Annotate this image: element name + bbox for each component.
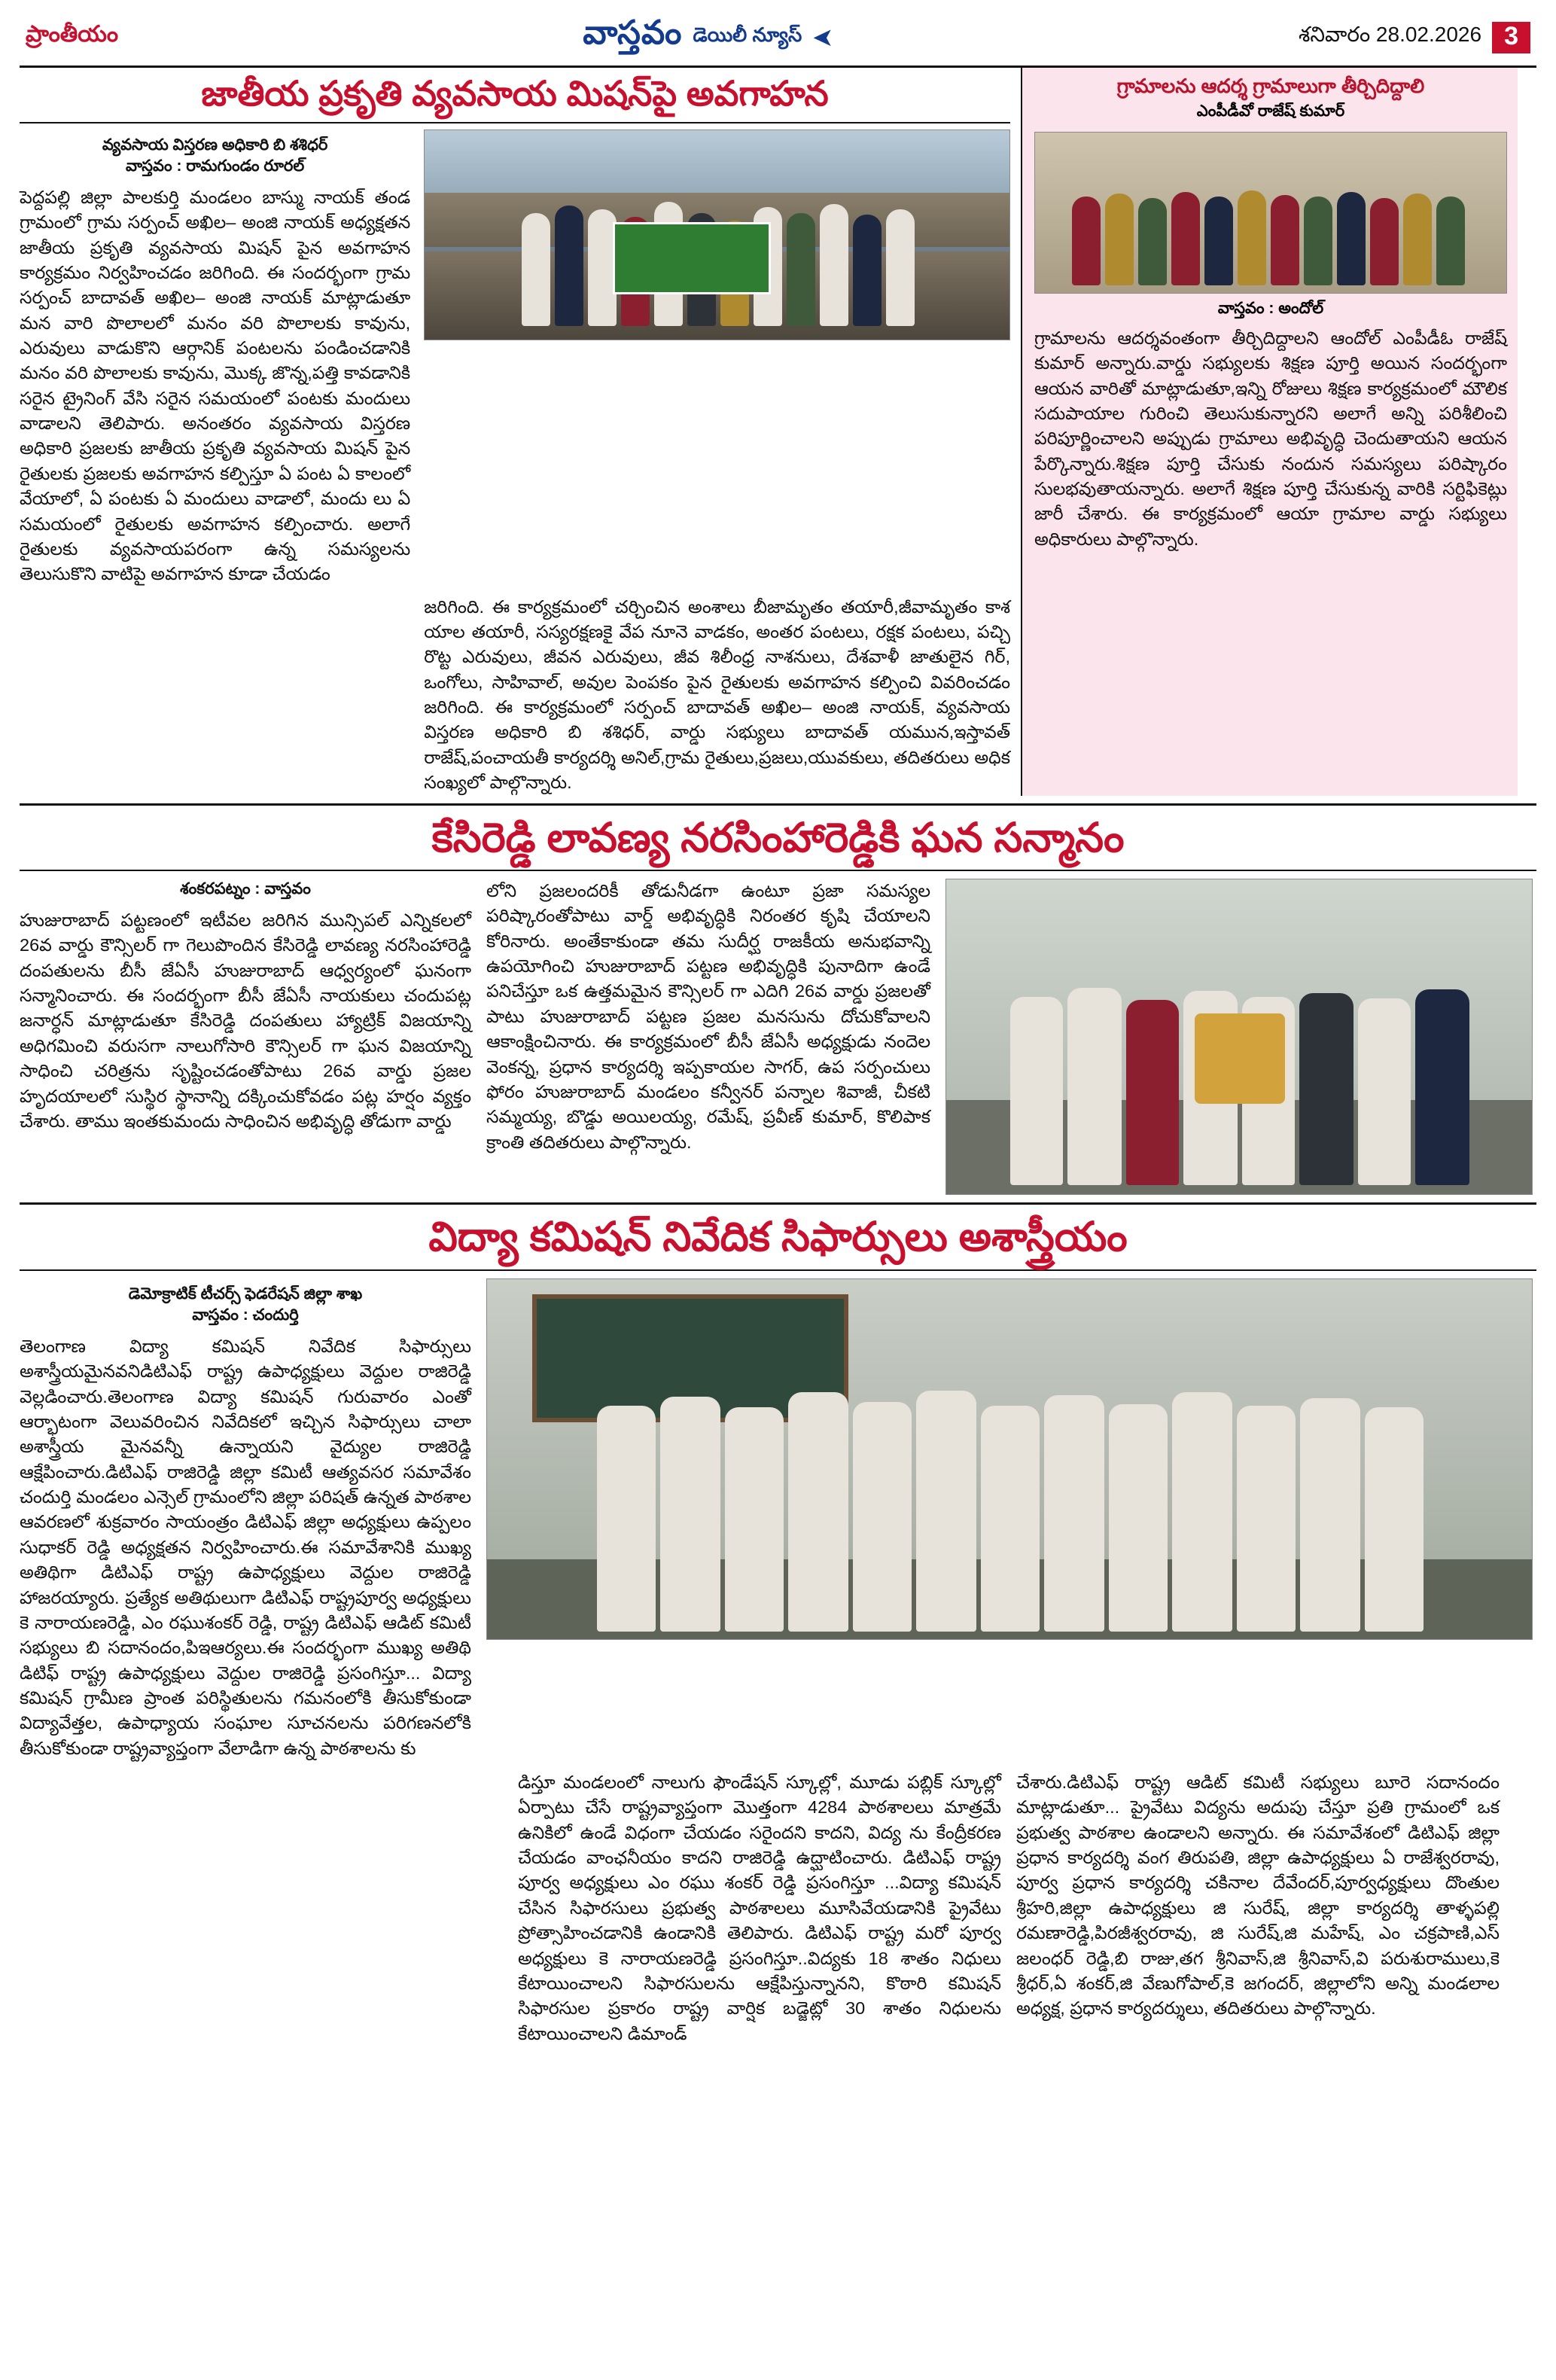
article2-col1: హుజురాబాద్ పట్టణంలో ఇటీవల జరిగిన మున్సిపల్ ఎన్నికలలో 26వ వార్డు కౌన్సిలర్ గా గెలుపొందిన కేసిరెడ్డి లావణ్య నరసింహారెడ్డి దంపతులను బీసీ జేఏసీ హుజురాబాద్ ఆధ్వర్యంలో ఘనంగా సన్మానించారు. ఈ సందర్భంగా బీసీ జేఏసీ నాయకులు చందుపట్ల జనార్ధన్ మాట్లాడుతూ కేసిరెడ్డి దంపతులు హ్యాట్రిక్ విజయాన్ని అధిగమించి వరుసగా నాలుగోసారి కౌన్సిలర్ గా ఘన విజయాన్ని సాధించి చరిత్రను సృష్టించడంతోపాటు 26వ వార్డు ప్రజల హృదయాలలో సుస్థిర స్థానాన్ని దక్కించుకోవడం పట్ల హర్షం వ్యక్తం చేశారు. తాము ఇంతకుమందు సాధించిన అభివృద్ధి తోడుగా వార్డు	[20, 910, 471, 1131]
article3-headline: విద్యా కమిషన్ నివేదిక సిఫార్సులు అశాస్త్రీయం	[428, 1214, 1128, 1260]
article2-dateline: శంకరపట్నం : వాస్తవం	[180, 880, 311, 898]
article1-dateline: వాస్తవం : రామగుండం రూరల్	[125, 157, 305, 175]
paper-title: వాస్తవం	[583, 14, 683, 51]
article3-top	[20, 1278, 1536, 1762]
article-education-commission	[20, 1212, 1536, 2046]
paper-subtitle: డెయిలీ న్యూస్	[693, 23, 802, 46]
article2-columns	[20, 879, 1536, 1195]
section-one	[20, 68, 1536, 796]
article3-byline: డెమోక్రాటిక్ టీచర్స్ ఫెడరేషన్ జిల్లా శాఖ	[128, 1284, 363, 1303]
teachers-federation-group-photo	[486, 1278, 1533, 1640]
section-label: ప్రాంతీయం	[26, 22, 119, 47]
article2-col2-wrap	[486, 879, 930, 1195]
article2-headline: కేసిరెడ్డి లావణ్య నరసింహారెడ్డికి ఘన సన్మానం	[431, 815, 1125, 861]
sidebar-subhead: ఎంపీడీవో రాజేష్ కుమార్	[1196, 102, 1345, 120]
page-number: 3	[1492, 22, 1530, 53]
sidebar-headline: గ్రామాలను ఆదర్శ గ్రామాలుగా తీర్చిదిద్దాలి	[1116, 75, 1425, 97]
felicitation-ceremony-photo	[945, 879, 1533, 1195]
article1-col2: జరిగింది. ఈ కార్యక్రమంలో చర్చించిన అంశాలు బీజామృతం తయారీ,జీవామృతం కాశ యాల తయారీ, సస్యరక్షణకై వేప నూనె వాడకం, అంతర పంటలు, రక్షక పంటలు, పచ్చి రొట్ట ఎరువులు, జీవన ఎరువులు, జీవ శిలీంధ్ర నాశనులు, దేశవాళీ జాతులైన గిర్, ఒంగోలు, సాహివాల్, అవుల పెంపకం పైన రైతులకు అవగాహన కల్పించి వివరించడం జరిగింది. ఈ కార్యక్రమంలో సర్పంచ్ బాదావత్ అఖిల– అంజి నాయక్, వ్యవసాయ విస్తరణ అధికారి బి శశిధర్, వార్డు సభ్యులు బాదావత్ యమున,ఇస్తావత్ రాజేష్,పంచాయతీ కార్యదర్శి అనిల్,గ్రామ రైతులు,ప్రజలు,యువకులు, తదితరులు అధిక సంఖ్యలో పాల్గొన్నారు.	[424, 596, 1010, 793]
masthead-title-group	[583, 14, 833, 60]
sidebar-dateline: వాస్తవం : అందోల్	[1217, 299, 1324, 317]
national-farming-mission-photo	[424, 130, 1010, 340]
article3-dateline: వాస్తవం : చందుర్తి	[192, 1306, 299, 1324]
sidebar-body: గ్రామాలను ఆదర్శవంతంగా తీర్చిదిద్దాలని ఆందోల్ ఎంపీడీఓ రాజేష్ కుమార్ అన్నారు.వార్డు సభ్యులకు శిక్షణ పూర్తి అయిన సందర్భంగా ఆయన వారితో మాట్లాడుతూ,ఇన్ని రోజులు శిక్షణ కార్యక్రమంలో మౌలిక సదుపాయాల గురించి తెలుసుకున్నారని అలాగే అన్ని పరిశీలించి పరిపూర్ణించాలని అప్పుడు గ్రామాలు అభివృద్ధి చెందుతాయని ఆయన పేర్కొన్నారు.శిక్షణ పూర్తి చేసుకు నందున సమస్యలు పరిష్కారం సులభవుతాయన్నారు. అలాగే శిక్షణ పూర్తి చేసుకున్న వారికి సర్టిఫికెట్లు జారీ చేశారు. ఈ కార్యక్రమంలో ఆయా గ్రామాల వార్డు సభ్యులు అధికారులు పాల్గొన్నారు.	[1034, 328, 1507, 549]
article-felicitation	[20, 813, 1536, 1196]
article3-col1: తెలంగాణ విద్యా కమిషన్ నివేదిక సిఫార్సులు అశాస్త్రీయమైనవనిడిటిఎఫ్ రాష్ట్ర ఉపాధ్యక్షులు వెద్దుల రాజిరెడ్డి వెల్లడించారు.తెలంగాణ విద్యా కమిషన్ గురువారం ఎంతో ఆర్భాటంగా వెలువరించిన నివేదికలో ఇచ్చిన సిఫార్సులు చాలా అశాస్త్రీయ మైనవన్నీ ఉన్నాయని వైద్యుల రాజిరెడ్డి ఆక్షేపించారు.డిటిఎఫ్ రాజిరెడ్డి జిల్లా కమిటీ ఆత్యవసర సమావేశం చందుర్తి మండలం ఎన్సెల్ గ్రామంలోని జిల్లా పరిషత్ ఉన్నత పాఠశాల ఆవరణలో శుక్రవారం సాయంత్రం డిటిఎఫ్ జిల్లా అధ్యక్షులు ఉప్పలం సుధాకర్ రెడ్డి అధ్యక్షతన నిర్వహించారు.ఈ సమావేశానికి ముఖ్య అతిథిగా డిటిఎఫ్ రాష్ట్ర ఉపాధ్యక్షులు వెద్దుల రాజిరెడ్డి హాజరయ్యారు. ప్రత్యేక అతిథులుగా డిటిఎఫ్ రాష్ట్రపూర్వ అధ్యక్షులు కె నారాయణరెడ్డి, ఎం రఘుశంకర్ రెడ్డి, రాష్ట్ర డిటిఎఫ్ ఆడిట్ కమిటీ సభ్యులు బి సదానందం,పిఇఆర్యలు.ఈ సందర్భంగా ముఖ్య అతిథి డిటిఫ్ రాష్ట్ర ఉపాధ్యక్షులు వెద్దుల రాజిరెడ్డి ప్రసంగిస్తూ... విద్యా కమిషన్ గ్రామీణ ప్రాంత పరిస్థితులను గమనంలోకి తీసుకోకుండా విద్యావేత్తల, ఉపాధ్యాయ సంఘాల సూచనలను పరిగణనలోకి తీసుకోకుండా రాష్ట్రవ్యాప్తంగా వేలాడిగా ఉన్న పాఠశాలను కు	[20, 1336, 471, 1758]
article2-col2: లోని ప్రజలందరికీ తోడునీడగా ఉంటూ ప్రజా సమస్యల పరిష్కారంతోపాటు వార్డ్ అభివృద్ధికి నిరంతర కృషి చేయాలని కోరినారు. అంతేకాకుండా తమ సుదీర్ఘ రాజకీయ అనుభవాన్ని ఉపయోగించి హుజురాబాద్ పట్టణ అభివృద్ధికి పునాదిగా ఉండే పనిచేస్తూ ఒక ఉత్తమమైన కౌన్సిలర్ గా ఎదిగి 26వ వార్డు ప్రజలతో పాటు హుజురాబాద్ పట్టణ ప్రజల మనసును దోచుకోవాలని ఆకాంక్షించినారు. ఈ కార్యక్రమంలో బీసీ జేఏసీ అధ్యక్షుడు నందెల వెంకన్న, ప్రధాన కార్యదర్శి ఇప్పకాయల సాగర్, ఉప సర్పంచులు ఫోరం హుజురాబాద్ మండలం కన్వీనర్ పన్నాల శివాజీ, చీకటి సమ్మయ్య, బొడ్డు అయిలయ్య, రమేష్, ప్రవీణ్ కుమార్, కొలిపాక క్రాంతి తదితరులు పాల్గొన్నారు.	[486, 881, 930, 1152]
article-national-farming	[20, 68, 1021, 796]
article1-byline: వ్యవసాయ విస్తరణ అధికారి బి శశిధర్	[102, 136, 328, 154]
article1-col1: పెద్దపల్లి జిల్లా పాలకుర్తి మండలం బాస్ము నాయక్ తండ గ్రామంలో గ్రామ సర్పంచ్ అఖిల– అంజి నాయక్ అధ్యక్షతన జాతీయ ప్రకృతి వ్యవసాయ మిషన్ పైన అవగాహన కార్యక్రమం నిర్వహించడం జరిగింది. ఈ సందర్భంగా గ్రామ సర్పంచ్ బాదావత్ అఖిల– అంజి నాయక్ మాట్లాడుతూ మన వారి పొలాలలో మనం వరి పొలాలకు కావును, ఎరువులు వాడుకొని ఆర్గానిక్ పంటలను పండించడానికి మనం వరి పొలాలకు కావును, మొక్క జొన్న,పత్తి కావడానికి సరైన ట్రైనింగ్ వేసి సరైన సమయంలో పంటకు మందులు వాడాలని తెలిపారు. అనంతరం వ్యవసాయ విస్తరణ అధికారి ప్రజలకు జాతీయ ప్రకృతి వ్యవసాయ మిషన్ పైన రైతులకు ప్రజలకు అవగాహన కల్పిస్తూ ఏ పంట ఏ కాలంలో వేయాలో, ఏ పంటకు ఏ మందులు వాడాలో, మందు లు ఏ సమయంలో రైతులకు అవగాహన కల్పించారు. అలాగే రైతులకు వ్యవసాయపరంగా ఉన్న సమస్యలను తెలుసుకొని వాటిపై అవగాహన కూడా చేయడం	[20, 187, 411, 584]
article3-col2: డిస్తూ మండలంలో నాలుగు ఫౌండేషన్ స్కూల్లో, మూడు పబ్లిక్ స్కూల్లో ఏర్పాటు చేసే రాష్ట్రవ్యాప్తంగా మొత్తంగా 4284 పాఠశాలలు మాత్రమే ఉనికిలో ఉండే విధంగా చేయడం సరైందని కాదని, విద్య ను కేంద్రీకరణ చేయడం వాంఛనీయం కాదని రాజిరెడ్డి ఉద్ఘాటించారు. డిటిఎఫ్ రాష్ట్ర పూర్వ అధ్యక్షులు ఎం రఘు శంకర్ రెడ్డి ప్రసంగిస్తూ ...విద్యా కమిషన్ చేసిన సిఫారసులు ప్రభుత్వ పాఠశాలలు మూసివేయడానికి ప్రైవేటు ప్రోత్సాహించడానికి ఉండానికి తెలిపారు. డిటిఎఫ్ రాష్ట్ర మరో పూర్వ అధ్యక్షులు కె నారాయణరెడ్డి ప్రసంగిస్తూ..విద్యకు 18 శాతం నిధులు కేటాయించాలని సిఫారసులను ఆక్షేపిస్తున్నానని, కొఠారి కమిషన్ సిఫారసుల ప్రకారం రాష్ట్ర వార్షిక బడ్జెట్లో 30 శాతం నిధులను కేటాయించాలని డిమాండ్	[518, 1772, 1001, 2043]
article2-col1-wrap	[20, 879, 471, 1195]
article3-col3: చేశారు.డిటిఎఫ్ రాష్ట్ర ఆడిట్ కమిటీ సభ్యులు బూరె సదానందం మాట్లాడుతూ... ప్రైవేటు విద్యను అదుపు చేస్తూ ప్రతి గ్రామంలో ఒక ప్రభుత్వ పాఠశాల ఉండాలని అన్నారు. ఈ సమావేశంలో డిటిఎఫ్ జిల్లా ప్రధాన కార్యదర్శి వంగ తిరుపతి, జిల్లా ఉపాధ్యక్షులు ఏ రాజేశ్వరరావు, పూర్వ ప్రధాన కార్యదర్శి చకినాల దేవేందర్,పూర్వధ్యక్షులు దొంతుల శ్రీహరి,జిల్లా ఉపాధ్యక్షులు జి సురేష్, జిల్లా కార్యదర్శి తాళ్ళపల్లి రమణారెడ్డి,పిరజీశ్వరరావు, జి సురేష్,జి మహేష్, ఎం చక్రపాణి,ఎస్ జలంధర్ రెడ్డి,బి రాజు,తగ శ్రీనివాస్,జి శ్రీనివాస్,వి పరుశురాములు,కె శ్రీధర్,ఏ శంకర్,జి వేణుగోపాల్,కె జగందర్, జిల్లాలోని అన్ని మండలాల అధ్యక్ష, ప్రధాన కార్యదర్శులు, తదితరులు పాల్గొన్నారు.	[1016, 1772, 1500, 2019]
masthead	[20, 14, 1536, 68]
article1-headline: జాతీయ ప్రకృతి వ్యవసాయ మిషన్‌పై అవగాహన	[201, 74, 829, 113]
village-training-certificate-photo	[1034, 132, 1507, 294]
article3-bottom	[20, 1770, 1536, 2046]
article1-col1-wrap	[20, 130, 410, 587]
article1-lower	[20, 595, 1010, 796]
sidebar-article-village	[1021, 68, 1518, 796]
bird-icon: ➤	[812, 23, 834, 52]
masthead-right	[1299, 22, 1530, 53]
article1-upper	[20, 130, 1010, 587]
article1-col1-cont	[20, 595, 410, 796]
article3-col1-cont	[20, 1770, 503, 2046]
article3-col1-wrap	[20, 1278, 471, 1762]
publication-date: శనివారం 28.02.2026	[1298, 23, 1482, 46]
